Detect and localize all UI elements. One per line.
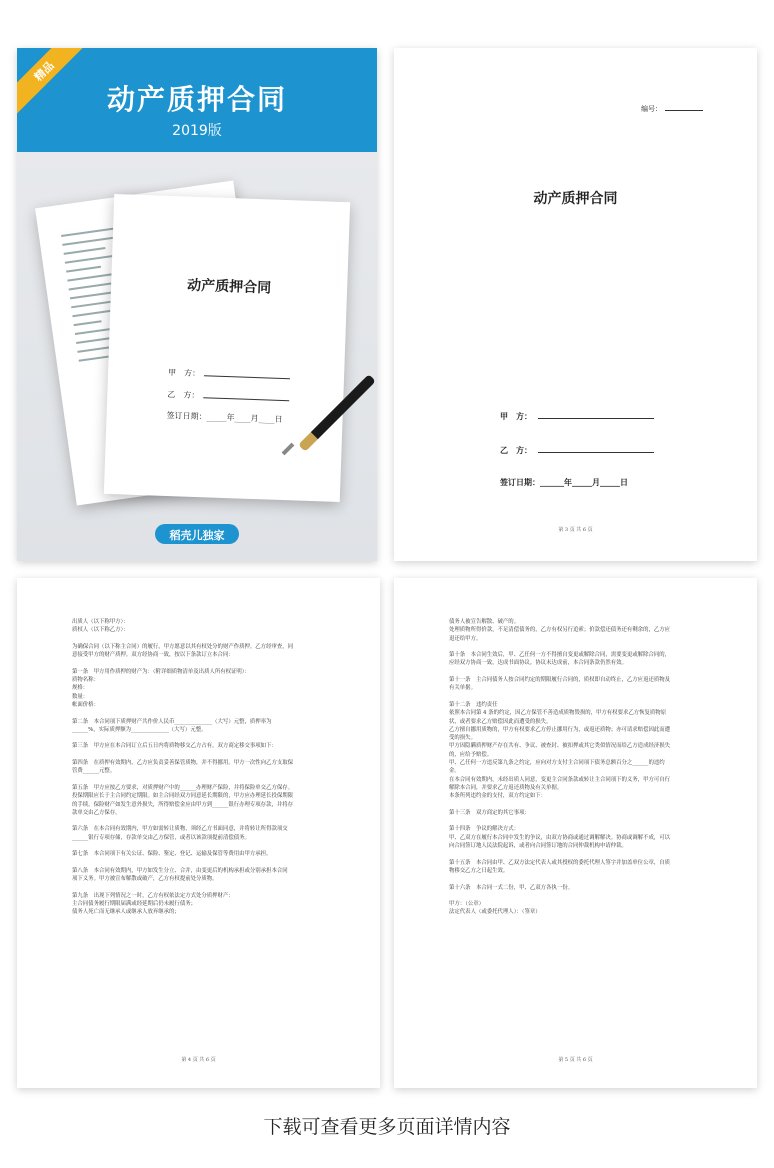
cover-year: 2019版 [172, 123, 222, 139]
exclusive-badge [155, 524, 239, 544]
page-number: 第 4 页 共 6 页 [181, 1057, 216, 1063]
text-line [72, 709, 328, 717]
text-line: 第十四条 争议的解决方式： [449, 826, 520, 833]
text-line: 处理质物所得价款，不足清偿债务的，乙方有权另行追索；价款偿还债务还有剩余的，乙方应 [449, 627, 671, 634]
text-line [72, 751, 328, 759]
text-line: 第十六条 本合同一式二份，甲、乙双方各执一份。 [449, 884, 573, 891]
text-line: 规格： [72, 685, 89, 692]
text-line: 主合同债务履行期限届满或经延期后仍未履行债务； [72, 901, 196, 908]
text-line: 甲方：（公章） [449, 901, 485, 908]
text-line: 向合同签订地人民法院起诉，或者向合同签订地的合同仲裁机构申请仲裁。 [449, 843, 627, 850]
text-line: 质权人（以下称乙方）： [72, 627, 129, 634]
text-line: 的，应给予赔偿。 [449, 751, 493, 758]
text-line: 质物名称： [72, 677, 99, 684]
cover-preview [17, 48, 377, 561]
text-line: 乙方擅自挪用质物的，甲方有权要求乙方停止挪用行为，或返还质物；亦可请求赔偿因此而遭 [449, 726, 671, 733]
text-line: 法定代表人（或委托代理人）：（签章） [449, 909, 541, 916]
text-line: 数量： [72, 693, 89, 700]
text-line: 的手续。保险财产如发生意外损失，所得赔偿金应由甲方到______银行办理专项存款，并将存 [72, 801, 294, 808]
text-line: 受的损失。 [449, 735, 476, 742]
mock-party-a: 甲 方： [168, 366, 290, 382]
text-line: 债务人被宣告解散、破产的。 [449, 619, 520, 625]
text-line: 甲方因隐瞒质押财产存在共有、争议、被查封、被扣押或其它类似情况而给乙方造成经济损失 [449, 743, 671, 750]
text-line: 出质人（以下称甲方）： [72, 619, 129, 625]
page-title: 动产质押合同 [533, 191, 618, 207]
text-line: 金。 [449, 768, 460, 775]
text-line: 债务人死亡而无继承人或继承人放弃继承的； [72, 909, 180, 916]
text-line [72, 659, 328, 667]
page-5-preview [394, 578, 757, 1088]
download-caption[interactable]: 下载可查看更多页面详情内容 [263, 1116, 511, 1138]
text-line [72, 859, 328, 867]
exclusive-badge-label: 稻壳儿独家 [169, 529, 225, 542]
text-line: ______%，实际质押额为______________（大写）元整。 [72, 726, 207, 733]
text-line: 状，或者要求乙方赔偿因此而遭受的损失。 [449, 718, 552, 725]
text-line: 意接受甲方的财产质押。双方经协商一致，按以下条款订立本合同： [72, 652, 234, 659]
page-4-body [72, 618, 328, 917]
document-number: 编号： [641, 104, 703, 114]
party-b-line: 乙 方： [500, 444, 654, 456]
mock-sign-date: 签订日期：_____年____月____日 [166, 410, 283, 424]
text-line: 项下义务。甲方被宣布解散或破产，乙方有权提前处分质物。 [72, 876, 218, 883]
text-line: 款单交由乙方保存。 [72, 809, 121, 816]
text-line: 第十二条 违约责任 [449, 701, 498, 708]
text-line [72, 884, 328, 892]
text-line: 应经双方协商一致，达成书面协议。协议未达成前，本合同条款仍然有效。 [449, 660, 627, 667]
text-line: 本条所列违约金的支付，双方约定如下： [449, 793, 547, 800]
text-line: 第五条 甲方应按乙方要求，对质押财产中的______办理财产保险，并将保险单交乙方保存。 [72, 784, 294, 791]
text-line: 管费______元整。 [72, 768, 116, 775]
text-line: 退还给甲方。 [449, 635, 482, 642]
text-line [449, 643, 705, 651]
text-line: ______银行专项存储，存款单交由乙方保管，或者以该款项提前清偿债务。 [72, 834, 250, 841]
sign-date-line: 签订日期：______年_____月_____日 [500, 478, 628, 487]
party-a-line: 甲 方： [500, 410, 654, 422]
text-line: 解除本合同，并要求乙方返还质物及有关单据。 [449, 784, 563, 791]
text-line: 第六条 在本合同有效期内，甲方如需转让质物，须经乙方书面同意，并将转让所得款项交 [72, 826, 288, 833]
text-line: 第四条 在质押有效期内，乙方应负责妥善保管质物，并不得挪用。甲方一次性向乙方支取保 [72, 760, 294, 767]
premium-ribbon-label: 精品 [31, 58, 57, 84]
text-line: 第十一条 主合同债务人按合同约定的期限履行合同的，质权即自动终止，乙方应返还质物及 [449, 677, 671, 684]
text-line: 在本合同有效期内，未经出质人同意，变更主合同条款或转让主合同项下的义务，甲方可自行 [449, 776, 671, 783]
text-line: 第十三条 双方商定的其它事项： [449, 809, 530, 816]
page-3-preview [394, 48, 757, 561]
text-line: 甲、乙任何一方违反第九条之约定，应向对方支付主合同项下债务总额百分之______的违约 [449, 760, 665, 767]
text-line [449, 693, 705, 701]
text-line: 甲、乙双方在履行本合同中发生的争议，由双方协商或通过调解解决。协商或调解不成，可以 [449, 834, 671, 841]
text-line [72, 842, 328, 850]
text-line [449, 817, 705, 825]
text-line: 第十条 本合同生效后，甲、乙任何一方不得擅自变更或解除合同，需要变更或解除合同的， [449, 652, 671, 659]
cover-header [17, 48, 377, 152]
mock-sheet-title: 动产质押合同 [186, 277, 272, 297]
text-line [449, 801, 705, 809]
text-line: 第七条 本合同项下有关公证、保险、鉴定、登记、运输及保管等费用由甲方承担。 [72, 851, 272, 858]
text-line [72, 734, 328, 742]
text-line: 依照本合同第 4 条的约定，因乙方保管不善造成质物毁损的，甲方有权要求乙方恢复质物原 [449, 710, 667, 717]
text-line: 帐面价格： [72, 701, 99, 708]
text-line: 第八条 本合同有效期内，甲方如发生分立、合并，由变更后的机构承担或分别承担本合同 [72, 867, 288, 874]
page-number: 第 5 页 共 6 页 [558, 1057, 593, 1063]
text-line [449, 668, 705, 676]
text-line: 第九条 出现下列情况之一时，乙方有权依法定方式处分质押财产： [72, 892, 234, 899]
page-number: 第 3 页 共 6 页 [558, 527, 593, 533]
text-line [449, 892, 705, 900]
cover-title: 动产质押合同 [106, 83, 287, 116]
text-line: 第十五条 本合同由甲、乙双方法定代表人或其授权的委托代理人签字并加盖单位公章，自质 [449, 859, 671, 866]
text-line: 第一条 甲方用作质押的财产为：（附详细质物清单及出质人所有权证明）： [72, 668, 250, 675]
text-line: 投保期限应长于主合同约定期限。如主合同经双方同意延长期限的，甲方应办理延长投保期限 [72, 793, 294, 800]
mock-party-b: 乙 方： [167, 388, 289, 404]
text-line: 物移交乙方之日起生效。 [449, 867, 509, 874]
text-line [72, 635, 328, 643]
page-4-preview [17, 578, 380, 1088]
text-line [72, 776, 328, 784]
page-5-body [449, 618, 705, 917]
text-line [72, 817, 328, 825]
text-line [449, 875, 705, 883]
mock-sheet-front [104, 194, 350, 502]
text-line: 第三条 甲方应在本合同订立后五日内将质物移交乙方占有。双方商定移交事项如下： [72, 743, 277, 750]
text-line: 第二条 本合同项下质押财产共作价人民币______________（大写）元整，质押率为 [72, 718, 272, 725]
text-line [449, 850, 705, 858]
text-line: 为确保合同（以下称主合同）的履行，甲方愿意以其有权处分的财产作质押。乙方经审查，同 [72, 643, 294, 650]
text-line: 有关单据。 [449, 685, 476, 692]
